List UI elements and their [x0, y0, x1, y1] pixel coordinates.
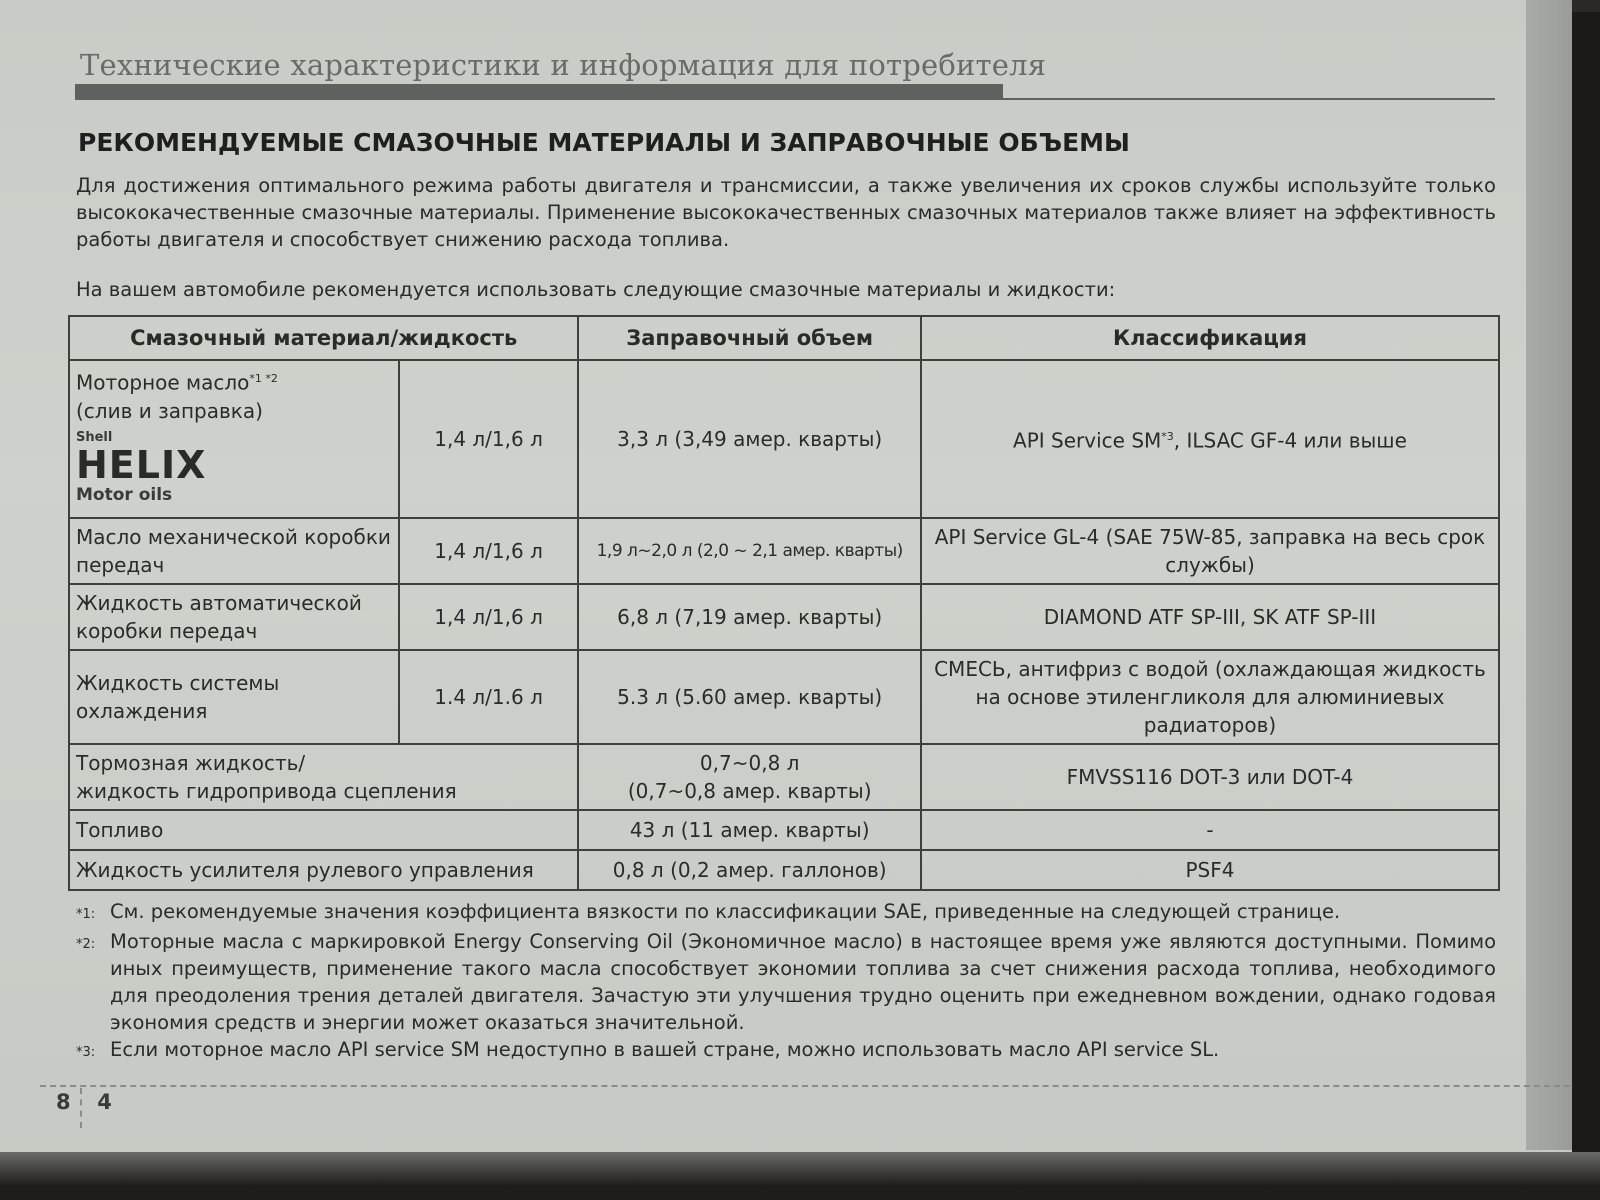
class-rest: , ILSAC GF-4 или выше: [1173, 428, 1407, 453]
row-volume: 1,9 л~2,0 л (2,0 ~ 2,1 амер. кварты): [578, 518, 921, 584]
footnote-ref: *1 *2: [249, 372, 278, 385]
row-classification: -: [921, 810, 1499, 850]
row-engine: 1,4 л/1,6 л: [399, 360, 579, 518]
row-name: Масло механической коробки передач: [69, 518, 399, 584]
section-title: РЕКОМЕНДУЕМЫЕ СМАЗОЧНЫЕ МАТЕРИАЛЫ И ЗАПРАВОЧНЫЕ ОБЪЕМЫ: [78, 128, 1130, 157]
row-classification: API Service GL-4 (SAE 75W-85, заправка на весь срок службы): [921, 518, 1499, 584]
page-chapter: 8: [56, 1090, 71, 1114]
header-material: Смазочный материал/жидкость: [69, 316, 578, 360]
row-volume: 3,3 л (3,49 амер. кварты): [578, 360, 921, 518]
footnote-mark: *2:: [76, 937, 96, 952]
table-row: [69, 810, 1499, 850]
table-row: [69, 650, 1499, 744]
logo-name: HELIX: [76, 442, 207, 487]
row-volume: 0,7~0,8 л: [699, 751, 800, 775]
intro-paragraph: Для достижения оптимального режима работы двигателя и трансмиссии, а также увеличения их сроков службы используйте только высококачественные смазочные материалы. Применение высококачественных смазочных материалов также влияет на эффективность работы двигателя и способствует снижению расхода топлива.: [76, 174, 1496, 251]
row-name: Жидкость автоматической коробки передач: [69, 584, 399, 650]
row-name: Моторное масло: [76, 370, 250, 395]
next-page-edge: [1526, 0, 1572, 1150]
lubricants-table: [68, 315, 1500, 891]
footnote: [76, 1036, 1496, 1066]
row-name-cell: [69, 360, 399, 518]
table-header-row: [69, 316, 1499, 360]
footnote-text: См. рекомендуемые значения коэффициента вязкости по классификации SAE, приведенные на следующей странице.: [110, 900, 1341, 923]
footnote-text: Если моторное масло API service SM недоступно в вашей стране, можно использовать масло API service SL.: [110, 1038, 1220, 1061]
row-name: Топливо: [69, 810, 578, 850]
header-classification: Классификация: [921, 316, 1499, 360]
lead-sentence: На вашем автомобиле рекомендуется использовать следующие смазочные материалы и жидкости:: [76, 278, 1116, 301]
page-index: 4: [97, 1090, 112, 1114]
footnote: [76, 928, 1496, 1036]
row-volume: 6,8 л (7,19 амер. кварты): [578, 584, 921, 650]
header-bar: [75, 84, 1003, 98]
shell-helix-logo: [76, 431, 276, 505]
row-name-cell: [69, 744, 578, 810]
header-volume: Заправочный объем: [578, 316, 921, 360]
running-header: Технические характеристики и информация для потребителя: [80, 48, 1047, 82]
table-row: [69, 744, 1499, 810]
footnote-ref: *3: [1161, 430, 1174, 444]
book-bottom-shadow: [0, 1152, 1600, 1200]
class-main: API Service SM: [1013, 428, 1162, 453]
row-engine: 1,4 л/1,6 л: [399, 518, 579, 584]
row-volume: 5.3 л (5.60 амер. кварты): [578, 650, 921, 744]
row-engine: 1,4 л/1,6 л: [399, 584, 579, 650]
footnote-text: Моторные масла с маркировкой Energy Conserving Oil (Экономичное масло) в настоящее время уже являются доступными. Помимо иных преимуществ, применение такого масла способствует экономии топлива за счет снижения расхода топлива, необходимого для преодоления трения деталей двигателя. Зачастую эти улучшения трудно оценить при ежедневном вождении, однако годовая экономия средств и энергии может оказаться значительной.: [110, 930, 1496, 1034]
table-row: [69, 518, 1499, 584]
row-name: Жидкость усилителя рулевого управления: [69, 850, 578, 890]
table-row: [69, 850, 1499, 890]
row-classification: PSF4: [921, 850, 1499, 890]
footer-dashed-rule: [40, 1085, 1572, 1087]
footnote-mark: *1:: [76, 907, 96, 922]
row-classification: [921, 360, 1499, 518]
row-engine: 1.4 л/1.6 л: [399, 650, 579, 744]
row-volume: 43 л (11 амер. кварты): [578, 810, 921, 850]
header-rule: [75, 98, 1495, 100]
table-row: [69, 360, 1499, 518]
page-number: [56, 1090, 112, 1114]
row-classification: СМЕСЬ, антифриз с водой (охлаждающая жидкость на основе этиленгликоля для алюминиевых радиаторов): [921, 650, 1499, 744]
row-name: Тормозная жидкость/: [76, 751, 306, 775]
logo-tagline: Motor oils: [76, 484, 173, 505]
row-classification: FMVSS116 DOT-3 или DOT-4: [921, 744, 1499, 810]
footnotes: [76, 898, 1496, 1066]
row-name-sub: жидкость гидропривода сцепления: [76, 779, 457, 803]
row-name: Жидкость системы охлаждения: [69, 650, 399, 744]
row-classification: DIAMOND ATF SP-III, SK ATF SP-III: [921, 584, 1499, 650]
row-volume: 0,8 л (0,2 амер. галлонов): [578, 850, 921, 890]
row-volume-sub: (0,7~0,8 амер. кварты): [627, 779, 872, 803]
footnote-mark: *3:: [76, 1045, 96, 1060]
logo-brand: Shell: [76, 429, 113, 445]
row-name-sub: (слив и заправка): [76, 398, 263, 423]
table-row: [69, 584, 1499, 650]
page-number-separator: [80, 1088, 82, 1128]
footnote: [76, 898, 1496, 928]
row-volume-cell: [578, 744, 921, 810]
